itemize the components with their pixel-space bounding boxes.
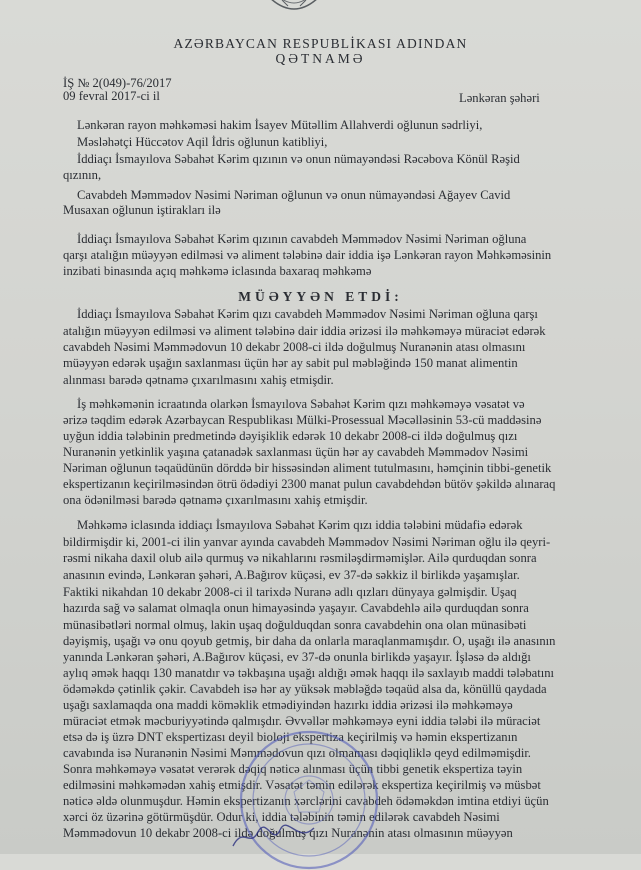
body-line: Nuranənin yetkinlik yaşına çatanadək saxlanması üçün hər ay cavabdeh Məmmədov Nəsimi xyxy=(63,445,529,459)
intro-line: Məsləhətçi Hüccətov Aqil İdris oğlunun katibliyi, xyxy=(77,135,328,149)
body-line: Məhkəmə iclasında iddiaçı İsmayılova Səbahət Kərim qızı iddia tələbini müdafiə edərək xyxy=(77,518,523,532)
body-line: bildirmişdir ki, 2001-ci ilin yanvar ayında cavabdeh Məmmədov Nəsimi Nəriman oğlu ilə qeyri- xyxy=(63,535,551,549)
republic-heading: AZƏRBAYCAN RESPUBLİKASI ADINDAN xyxy=(173,36,468,51)
body-line: Məmmədovun 10 dekabr 2008-ci ildə doğulmuş qızı Nuranənin atası olmasının müəyyən xyxy=(63,826,513,840)
case-paragraph-line: inzibati binasında açıq məhkəmə iclasında baxaraq məhkəmə xyxy=(63,264,372,278)
body-line: yanında Lənkəran şəhəri, A.Bağırov küçəsi, ev 37-də onunla birlikdə yaşayır. İşləsə də aldığı xyxy=(63,650,531,664)
intro-line: Musaxan oğlunun iştirakları ilə xyxy=(63,203,221,217)
intro-line: Lənkəran rayon məhkəməsi hakim İsayev Mütəllim Allahverdi oğlunun sədrliyi, xyxy=(77,118,483,132)
body-line: müraciət etmək məcburiyyətində qalmışdır. Əvvəllər məhkəməyə eyni iddia tələbi ilə müraciət xyxy=(63,714,541,728)
decision-date: 09 fevral 2017-ci il xyxy=(63,89,160,103)
body-line: İddiaçı İsmayılova Səbahət Kərim qızı cavabdeh Məmmədov Nəsimi Nəriman oğluna qarşı xyxy=(77,307,538,321)
document-title: QƏTNAMƏ xyxy=(275,51,366,66)
body-line: xərci öz üzərinə götürmüşdür. Odur ki, iddia tələbinin təmin edilərək cavabdeh Nəsimi xyxy=(63,810,500,824)
body-line: nəticə əldə olunmuşdur. Həmin ekspertizanın xərclərini cavabdeh ödəməkdən imtina etdiyi üçün xyxy=(63,794,549,808)
intro-line: qızının, xyxy=(63,168,102,182)
body-line: aylıq əmək haqqı 130 manatdır və təkbaşına uşağı aldığı əmək haqqı ilə saxlayıb maddi tələbatını xyxy=(63,666,555,680)
case-number: İŞ № 2(049)-76/2017 xyxy=(63,76,172,90)
body-line: cavabında isə Nuranənin Nəsimi Məmmədovun qızı olmaması dəqiqliklə qeyd edilməmişdir. xyxy=(63,746,531,760)
body-line: alınması barədə qətnamə çıxarılmasını xahiş etmişdir. xyxy=(63,373,334,387)
body-line: ona ödənilməsi barədə qətnamə çıxarılmasını xahiş etmişdir. xyxy=(63,493,368,507)
body-line: uşağı saxlamaqda ona maddi köməklik etmədiyindən hazırkı iddia ərizəsi ilə məhkəməyə xyxy=(63,698,513,712)
body-line: etsə də iş üzrə DNT ekspertizası deyil bioloji ekspertiza keçirilmiş və həmin ekspertizanın xyxy=(63,730,518,744)
case-paragraph-line: İddiaçı İsmayılova Səbahət Kərim qızının cavabdeh Məmmədov Nəsimi Nəriman oğluna xyxy=(77,232,527,246)
intro-line: İddiaçı İsmayılova Səbahət Kərim qızının və onun nümayəndəsi Rəcəbova Könül Rəşid xyxy=(77,152,520,166)
body-line: rəsmi nikaha daxil olub ailə qurmuş və nikahlarını rəsmiləşdirməmişlər. Ailə qurduqdan sonra xyxy=(63,551,537,565)
body-line: müəyyən edərək uşağın saxlanması üçün hər ay sabit pul məbləğində 150 manat alimentin xyxy=(63,356,518,370)
body-line: uyğun iddia tələbinin predmetində dəyişiklik edərək 10 dekabr 2008-ci ildə doğulmuş qızı xyxy=(63,429,518,443)
body-line: atalığın müəyyən edilməsi və aliment tələbinə dair iddia ərizəsi ilə məhkəməyə müraciət edərək xyxy=(63,324,546,338)
case-paragraph-line: qarşı atalığın müəyyən edilməsi və aliment tələbinə dair iddia işə Lənkəran rayon Məhkəməsinin xyxy=(63,248,552,262)
intro-line: Cavabdeh Məmmədov Nəsimi Nəriman oğlunun və onun nümayəndəsi Ağayev Cavid xyxy=(77,188,511,202)
decision-city: Lənkəran şəhəri xyxy=(459,91,540,105)
body-line: İş məhkəmənin icraatında olarkən İsmayılova Səbahət Kərim qızı məhkəməyə vəsatət və xyxy=(77,397,525,411)
body-line: Sonra məhkəməyə vəsatət verərək dəqiq nəticə alınması üçün tibbi genetik ekspertiza təyin xyxy=(63,762,523,776)
body-line: hazırda sağ və salamat olmaqla onun himayəsində yaşayır. Cavabdehlə ailə qurduqdan sonra xyxy=(63,601,529,615)
body-line: ödəməkdə çətinlik çəkir. Cavabdeh isə hər ay yüksək məbləğdə təqaüd alsa da, könüllü qaydada xyxy=(63,682,547,696)
body-line: münasibətləri normal olmuş, lakin uşaq doğulduqdan sonra cavabdehin ona olan münasibəti xyxy=(63,618,527,632)
section-title: MÜƏYYƏN ETDİ: xyxy=(238,289,403,304)
state-emblem-icon xyxy=(262,0,326,16)
body-line: Faktiki nikahdan 10 dekabr 2008-ci il tarixdə Nuranə adlı qızları dünyaya gəlmişdir. Uşaq xyxy=(63,585,517,599)
body-line: Nəriman oğlunun təqaüdünün dörddə bir hissəsindən aliment tutulmasını, həmçinin tibbi-genetik xyxy=(63,461,552,475)
body-line: ərizə təqdim edərək Azərbaycan Respublikası Mülki-Prosessual Məcəlləsinin 53-cü maddəsinə xyxy=(63,413,542,427)
body-line: dəyişmiş, uşağı və onu qoyub getmiş, bir daha da onlarla maraqlanmamışdır. O, uşağı ilə anasının xyxy=(63,634,556,648)
body-line: cavabdeh Nəsimi Məmmədovun 10 dekabr 2008-ci ildə doğulmuş Nuranənin atası olmasını xyxy=(63,340,526,354)
body-line: edilməsini məhkəmədən xahiş etmişdir. Vəsatət təmin edilərək ekspertiza keçirilmiş və müsbət xyxy=(63,778,541,792)
body-line: anasının evində, Lənkəran şəhəri, A.Bağırov küçəsi, ev 37-də səkkiz il birlikdə yaşamışlar. xyxy=(63,568,520,582)
body-line: ekspertizanın keçirilməsindən ötrü ödədiyi 2300 manat pulun cavabdehdən bütöv şəkildə alınaraq xyxy=(63,477,556,491)
